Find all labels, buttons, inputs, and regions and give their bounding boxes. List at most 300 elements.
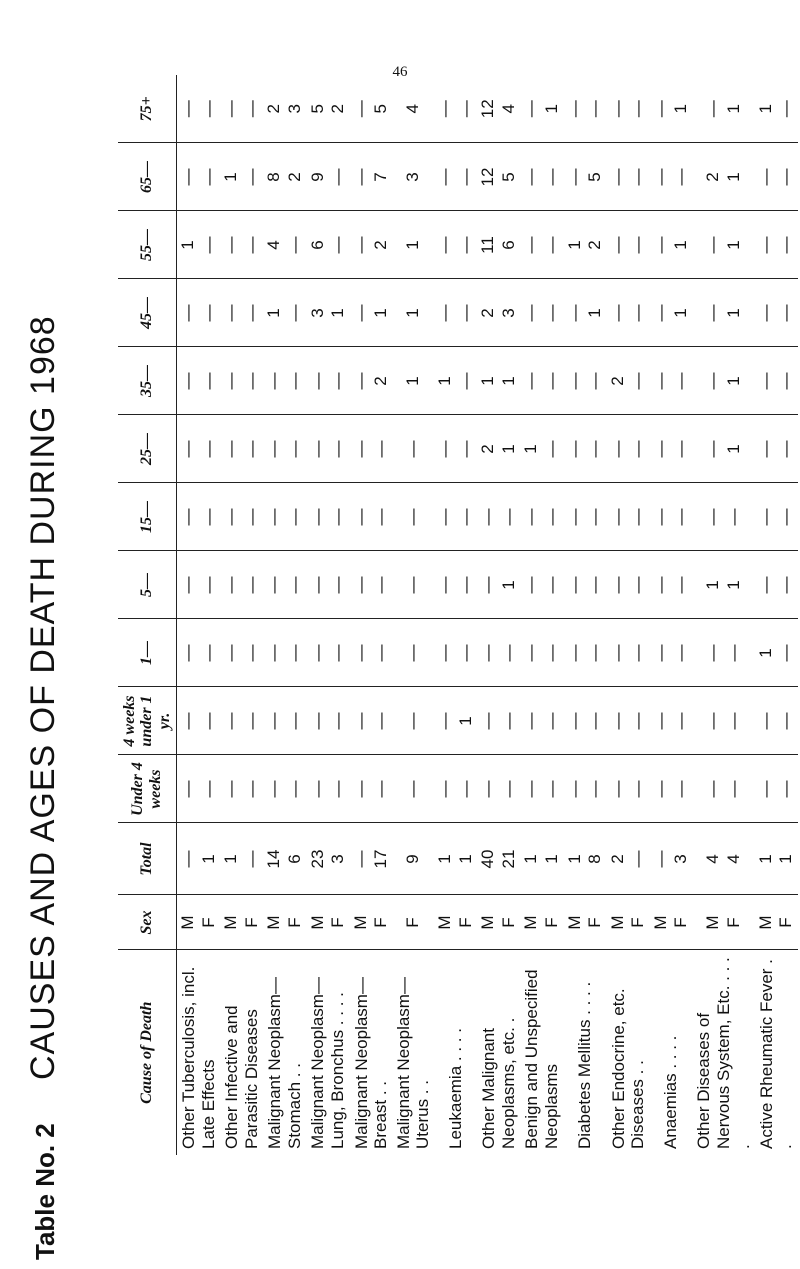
count-cell xyxy=(434,823,477,895)
count-value: — xyxy=(628,508,648,526)
count-cell xyxy=(393,483,434,551)
table-header xyxy=(118,75,177,1155)
count-cell xyxy=(263,143,306,211)
count-value: 1 xyxy=(564,240,584,250)
count-cell xyxy=(693,755,755,823)
count-cell xyxy=(263,551,306,619)
count-value: — xyxy=(650,850,670,868)
count-value: 1 xyxy=(776,854,796,864)
count-cell xyxy=(220,823,263,895)
count-value: — xyxy=(607,712,627,730)
count-cell xyxy=(177,551,221,619)
sex-label: F xyxy=(284,917,304,928)
count-cell xyxy=(350,755,393,823)
count-value: — xyxy=(455,440,475,458)
count-value: — xyxy=(755,440,775,458)
count-value: — xyxy=(241,850,261,868)
sex-label: M xyxy=(478,915,498,930)
sex-label: M xyxy=(703,915,723,930)
count-cell xyxy=(563,75,606,143)
count-value: — xyxy=(541,304,561,322)
count-value: — xyxy=(521,168,541,186)
count-value: — xyxy=(264,576,284,594)
table-row xyxy=(177,75,221,1155)
count-value: — xyxy=(584,576,604,594)
count-value: — xyxy=(327,236,347,254)
cause-of-death: Other Infective and Parasitic Diseases xyxy=(222,1005,261,1149)
count-cell xyxy=(650,143,693,211)
count-value: 2 xyxy=(371,240,391,250)
count-value: — xyxy=(264,372,284,390)
count-value: 1 xyxy=(521,854,541,864)
sex-label: M xyxy=(178,915,198,930)
count-value: — xyxy=(198,100,218,118)
count-cell xyxy=(263,279,306,347)
count-value: — xyxy=(478,576,498,594)
sex-cell xyxy=(177,895,221,950)
count-cell xyxy=(477,279,520,347)
count-value: — xyxy=(755,168,775,186)
column-header: 35— xyxy=(118,347,177,415)
count-value: — xyxy=(703,644,723,662)
sex-label: M xyxy=(307,915,327,930)
count-cell xyxy=(563,619,606,687)
count-value: 1 xyxy=(498,580,518,590)
count-cell xyxy=(520,687,563,755)
count-value: 17 xyxy=(371,849,391,869)
column-header: 45— xyxy=(118,279,177,347)
cause-of-death: Other Endocrine, etc. Diseases . . xyxy=(608,988,648,1149)
cause-of-death: Leukaemia . . . . xyxy=(445,1028,465,1149)
count-value: — xyxy=(284,372,304,390)
count-value: 1 xyxy=(521,444,541,454)
count-value: 2 xyxy=(371,376,391,386)
count-value: — xyxy=(607,236,627,254)
count-value: — xyxy=(371,780,391,798)
count-value: — xyxy=(564,372,584,390)
header-row xyxy=(118,75,177,1155)
count-cell xyxy=(477,551,520,619)
count-cell xyxy=(755,279,798,347)
count-value: — xyxy=(776,576,796,594)
count-value: — xyxy=(178,304,198,322)
count-cell xyxy=(755,415,798,483)
count-value: — xyxy=(221,236,241,254)
count-cell xyxy=(650,279,693,347)
count-cell xyxy=(350,483,393,551)
count-value: — xyxy=(221,304,241,322)
table-row xyxy=(607,75,650,1155)
column-header: Under 4 weeks xyxy=(118,755,177,823)
count-value: — xyxy=(221,576,241,594)
count-cell xyxy=(477,687,520,755)
count-value: — xyxy=(703,508,723,526)
count-cell xyxy=(563,279,606,347)
count-value: — xyxy=(703,304,723,322)
count-cell xyxy=(306,619,349,687)
count-cell xyxy=(755,619,798,687)
count-value: — xyxy=(284,712,304,730)
count-value: — xyxy=(498,780,518,798)
count-value: — xyxy=(521,508,541,526)
count-value: 3 xyxy=(671,854,691,864)
count-value: 1 xyxy=(723,308,743,318)
column-header: 65— xyxy=(118,143,177,211)
count-cell xyxy=(306,687,349,755)
table-row xyxy=(755,75,798,1155)
count-cell xyxy=(693,347,755,415)
count-value: — xyxy=(435,576,455,594)
count-value: 2 xyxy=(607,854,627,864)
count-value: — xyxy=(350,372,370,390)
count-value: — xyxy=(521,236,541,254)
count-value: — xyxy=(284,440,304,458)
count-value: — xyxy=(776,508,796,526)
count-cell xyxy=(755,755,798,823)
count-value: — xyxy=(564,712,584,730)
sex-label: F xyxy=(541,917,561,928)
count-value: — xyxy=(628,236,648,254)
count-value: — xyxy=(350,576,370,594)
cause-of-death: Other Diseases of Nervous System, Etc. . . . . xyxy=(694,957,753,1149)
count-value: — xyxy=(723,644,743,662)
count-cell xyxy=(607,551,650,619)
count-cell xyxy=(477,823,520,895)
count-cell xyxy=(607,619,650,687)
column-header: Total xyxy=(118,823,177,895)
count-value: 9 xyxy=(307,172,327,182)
count-value: — xyxy=(755,712,775,730)
count-value: — xyxy=(350,440,370,458)
count-value: — xyxy=(241,780,261,798)
count-value: — xyxy=(671,780,691,798)
count-value: 6 xyxy=(498,240,518,250)
count-cell xyxy=(607,483,650,551)
count-value: 2 xyxy=(703,172,723,182)
count-cell xyxy=(177,279,221,347)
count-value: — xyxy=(755,372,775,390)
count-value: 2 xyxy=(264,104,284,114)
column-header: 55— xyxy=(118,211,177,279)
count-cell xyxy=(350,75,393,143)
count-value: — xyxy=(776,372,796,390)
count-cell xyxy=(177,755,221,823)
count-value: — xyxy=(435,100,455,118)
table-row xyxy=(306,75,349,1155)
count-cell xyxy=(693,75,755,143)
count-cell xyxy=(263,347,306,415)
count-value: — xyxy=(650,508,670,526)
count-value: — xyxy=(671,712,691,730)
sex-label: F xyxy=(241,917,261,928)
count-cell xyxy=(607,415,650,483)
count-value: — xyxy=(541,236,561,254)
count-cell xyxy=(393,551,434,619)
count-value: — xyxy=(628,304,648,322)
sex-cell xyxy=(306,895,349,950)
table-row xyxy=(393,75,434,1155)
count-value: — xyxy=(198,440,218,458)
count-value: — xyxy=(350,712,370,730)
count-value: — xyxy=(521,780,541,798)
count-value: 5 xyxy=(371,104,391,114)
count-cell xyxy=(393,687,434,755)
count-value: — xyxy=(284,644,304,662)
count-cell xyxy=(477,75,520,143)
count-value: — xyxy=(564,508,584,526)
count-value: 1 xyxy=(723,104,743,114)
count-value: — xyxy=(241,100,261,118)
count-value: — xyxy=(521,712,541,730)
count-value: — xyxy=(776,304,796,322)
count-cell xyxy=(306,415,349,483)
column-header: 1— xyxy=(118,619,177,687)
count-cell xyxy=(434,619,477,687)
count-value: — xyxy=(755,576,775,594)
count-value: — xyxy=(403,440,423,458)
cause-of-death: Malignant Neoplasm— Lung, Bronchus . . . . xyxy=(308,977,347,1149)
count-value: — xyxy=(435,644,455,662)
count-value: — xyxy=(198,168,218,186)
count-value: — xyxy=(198,236,218,254)
count-value: 8 xyxy=(584,854,604,864)
sex-label: M xyxy=(607,915,627,930)
count-value: — xyxy=(198,372,218,390)
sex-cell xyxy=(607,895,650,950)
count-value: — xyxy=(650,100,670,118)
count-cell xyxy=(393,619,434,687)
count-cell xyxy=(263,415,306,483)
count-value: — xyxy=(650,236,670,254)
count-cell xyxy=(306,279,349,347)
count-value: — xyxy=(307,780,327,798)
count-value: — xyxy=(221,372,241,390)
count-value: — xyxy=(607,100,627,118)
sex-cell xyxy=(220,895,263,950)
count-value: — xyxy=(350,850,370,868)
sex-cell xyxy=(477,895,520,950)
count-value: 2 xyxy=(284,172,304,182)
count-value: 1 xyxy=(478,376,498,386)
count-value: 1 xyxy=(564,854,584,864)
sex-cell xyxy=(434,895,477,950)
count-value: 1 xyxy=(178,240,198,250)
count-value: 1 xyxy=(264,308,284,318)
count-cell xyxy=(220,551,263,619)
count-value: — xyxy=(498,508,518,526)
count-cell xyxy=(477,347,520,415)
count-value: — xyxy=(776,712,796,730)
count-value: 6 xyxy=(284,854,304,864)
count-value: — xyxy=(350,168,370,186)
count-cell xyxy=(477,483,520,551)
count-value: 4 xyxy=(264,240,284,250)
count-value: — xyxy=(241,508,261,526)
count-cell xyxy=(177,619,221,687)
count-value: — xyxy=(178,508,198,526)
sex-label: M xyxy=(435,915,455,930)
count-value: — xyxy=(755,236,775,254)
sex-cell xyxy=(263,895,306,950)
count-value: — xyxy=(327,644,347,662)
count-cell xyxy=(306,143,349,211)
count-value: 2 xyxy=(584,240,604,250)
count-value: — xyxy=(521,644,541,662)
count-value: — xyxy=(650,576,670,594)
count-cell xyxy=(607,823,650,895)
count-cell xyxy=(220,347,263,415)
count-cell xyxy=(693,415,755,483)
count-cell xyxy=(393,143,434,211)
count-cell xyxy=(607,755,650,823)
count-cell xyxy=(177,823,221,895)
sex-label: M xyxy=(221,915,241,930)
count-value: — xyxy=(350,508,370,526)
count-cell xyxy=(350,143,393,211)
count-value: — xyxy=(564,168,584,186)
sex-cell xyxy=(693,895,755,950)
count-cell xyxy=(755,211,798,279)
count-value: — xyxy=(607,168,627,186)
count-value: — xyxy=(241,644,261,662)
column-header: 5— xyxy=(118,551,177,619)
count-cell xyxy=(263,75,306,143)
column-header: 75+ xyxy=(118,75,177,143)
count-value: 1 xyxy=(403,308,423,318)
count-cell xyxy=(755,687,798,755)
sex-label: F xyxy=(584,917,604,928)
count-cell xyxy=(177,75,221,143)
count-cell xyxy=(393,75,434,143)
count-value: 23 xyxy=(307,849,327,869)
sex-cell xyxy=(393,895,434,950)
count-value: — xyxy=(671,372,691,390)
count-cell xyxy=(650,823,693,895)
count-cell xyxy=(350,551,393,619)
count-value: — xyxy=(350,780,370,798)
sex-label: M xyxy=(650,915,670,930)
count-cell xyxy=(650,75,693,143)
count-value: — xyxy=(435,508,455,526)
sex-label: F xyxy=(371,917,391,928)
count-cell xyxy=(693,279,755,347)
count-value: — xyxy=(178,576,198,594)
count-value: — xyxy=(371,440,391,458)
count-cell xyxy=(306,75,349,143)
count-cell xyxy=(434,347,477,415)
column-header: Cause of Death xyxy=(118,950,177,1155)
count-cell xyxy=(393,755,434,823)
count-value: — xyxy=(703,100,723,118)
count-value: — xyxy=(435,780,455,798)
count-value: 8 xyxy=(264,172,284,182)
count-cell xyxy=(755,823,798,895)
count-cell xyxy=(607,687,650,755)
count-value: — xyxy=(178,372,198,390)
count-value: 1 xyxy=(723,240,743,250)
count-cell xyxy=(263,211,306,279)
count-cell xyxy=(263,619,306,687)
count-cell xyxy=(650,211,693,279)
sex-label: F xyxy=(723,917,743,928)
sex-label: M xyxy=(350,915,370,930)
cause-of-death: Malignant Neoplasm—Breast . . xyxy=(351,977,391,1149)
count-cell xyxy=(263,483,306,551)
count-cell xyxy=(693,551,755,619)
count-value: — xyxy=(723,712,743,730)
count-value: 1 xyxy=(403,240,423,250)
count-value: — xyxy=(541,508,561,526)
count-cell xyxy=(755,347,798,415)
count-cell xyxy=(263,755,306,823)
count-cell xyxy=(563,143,606,211)
count-value: — xyxy=(435,304,455,322)
count-value: — xyxy=(178,100,198,118)
count-value: — xyxy=(435,168,455,186)
count-value: — xyxy=(776,236,796,254)
cause-of-death: Malignant Neoplasm—Uterus . . xyxy=(393,977,433,1149)
count-value: — xyxy=(178,644,198,662)
count-value: — xyxy=(723,508,743,526)
count-value: 1 xyxy=(541,104,561,114)
count-cell xyxy=(220,687,263,755)
sex-label: M xyxy=(564,915,584,930)
count-value: — xyxy=(455,100,475,118)
count-cell xyxy=(220,755,263,823)
count-cell xyxy=(220,143,263,211)
count-value: 1 xyxy=(755,648,775,658)
count-value: — xyxy=(628,644,648,662)
table-row xyxy=(434,75,477,1155)
count-value: — xyxy=(564,440,584,458)
count-value: 1 xyxy=(498,444,518,454)
count-value: 1 xyxy=(703,580,723,590)
count-value: 1 xyxy=(723,376,743,386)
count-value: — xyxy=(498,644,518,662)
count-value: 1 xyxy=(755,854,775,864)
count-cell xyxy=(220,483,263,551)
count-cell xyxy=(650,755,693,823)
count-value: — xyxy=(607,780,627,798)
count-value: — xyxy=(327,712,347,730)
count-cell xyxy=(755,143,798,211)
count-value: 1 xyxy=(435,376,455,386)
count-value: — xyxy=(541,168,561,186)
column-header: Sex xyxy=(118,895,177,950)
count-value: — xyxy=(350,236,370,254)
sex-label: M xyxy=(755,915,775,930)
count-cell xyxy=(520,823,563,895)
count-value: — xyxy=(628,168,648,186)
count-value: — xyxy=(455,168,475,186)
count-cell xyxy=(220,619,263,687)
causes-of-death-table xyxy=(118,75,798,1155)
count-cell xyxy=(520,619,563,687)
count-value: — xyxy=(584,644,604,662)
count-cell xyxy=(220,211,263,279)
count-value: 7 xyxy=(371,172,391,182)
sex-cell xyxy=(755,895,798,950)
count-value: — xyxy=(564,576,584,594)
count-value: — xyxy=(628,850,648,868)
count-value: 5 xyxy=(498,172,518,182)
count-value: — xyxy=(284,304,304,322)
count-cell xyxy=(350,211,393,279)
count-cell xyxy=(350,415,393,483)
count-value: — xyxy=(307,508,327,526)
table-row xyxy=(350,75,393,1155)
count-value: — xyxy=(403,644,423,662)
